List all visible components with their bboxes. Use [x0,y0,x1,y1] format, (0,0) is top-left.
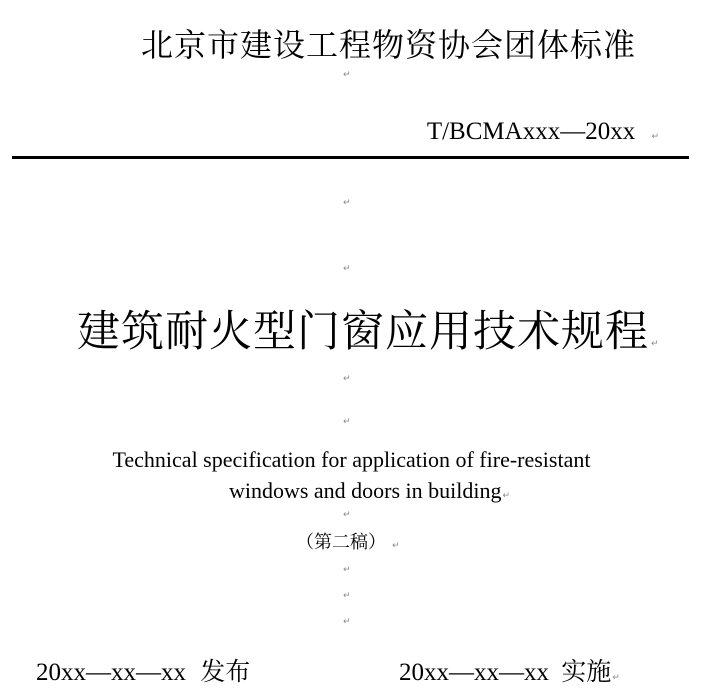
paragraph-mark: ↵ [343,565,351,575]
paragraph-mark: ↵ [612,673,620,683]
header-rule [12,156,689,159]
paragraph-mark: ↵ [343,417,351,427]
paragraph-mark: ↵ [343,198,351,208]
standard-number-text: T/BCMAxxx—20xx [426,118,636,145]
paragraph-mark: ↵ [343,617,351,627]
implement-date [399,652,620,688]
document-title-text: 建筑耐火型门窗应用技术规程 [77,307,649,357]
paragraph-mark: ↵ [343,374,351,384]
paragraph-mark: ↵ [343,591,351,601]
paragraph-mark: ↵ [502,491,511,501]
paragraph-mark: ↵ [651,339,660,349]
implement-label: 实施 [561,657,612,686]
document-title [77,298,660,359]
draft-label [296,528,400,554]
english-title [0,444,703,512]
publish-date [36,652,250,688]
publish-date-value: 20xx—xx—xx [36,659,186,686]
paragraph-mark: ↵ [651,132,659,142]
paragraph-mark: ↵ [343,510,351,520]
standard-number [427,118,659,146]
english-title-line2: windows and doors in building [228,478,502,503]
english-title-line1: Technical specification for application of fire-resistant [112,447,591,472]
paragraph-mark: ↵ [343,264,351,274]
draft-label-text: （第二稿） [296,532,386,553]
organization-standard-title: 北京市建设工程物资协会团体标准 [141,26,637,64]
implement-date-value: 20xx—xx—xx [399,659,549,686]
publish-label: 发布 [200,657,251,686]
english-title-line2-container [0,475,703,512]
paragraph-mark: ↵ [392,541,400,551]
paragraph-mark: ↵ [343,70,351,80]
